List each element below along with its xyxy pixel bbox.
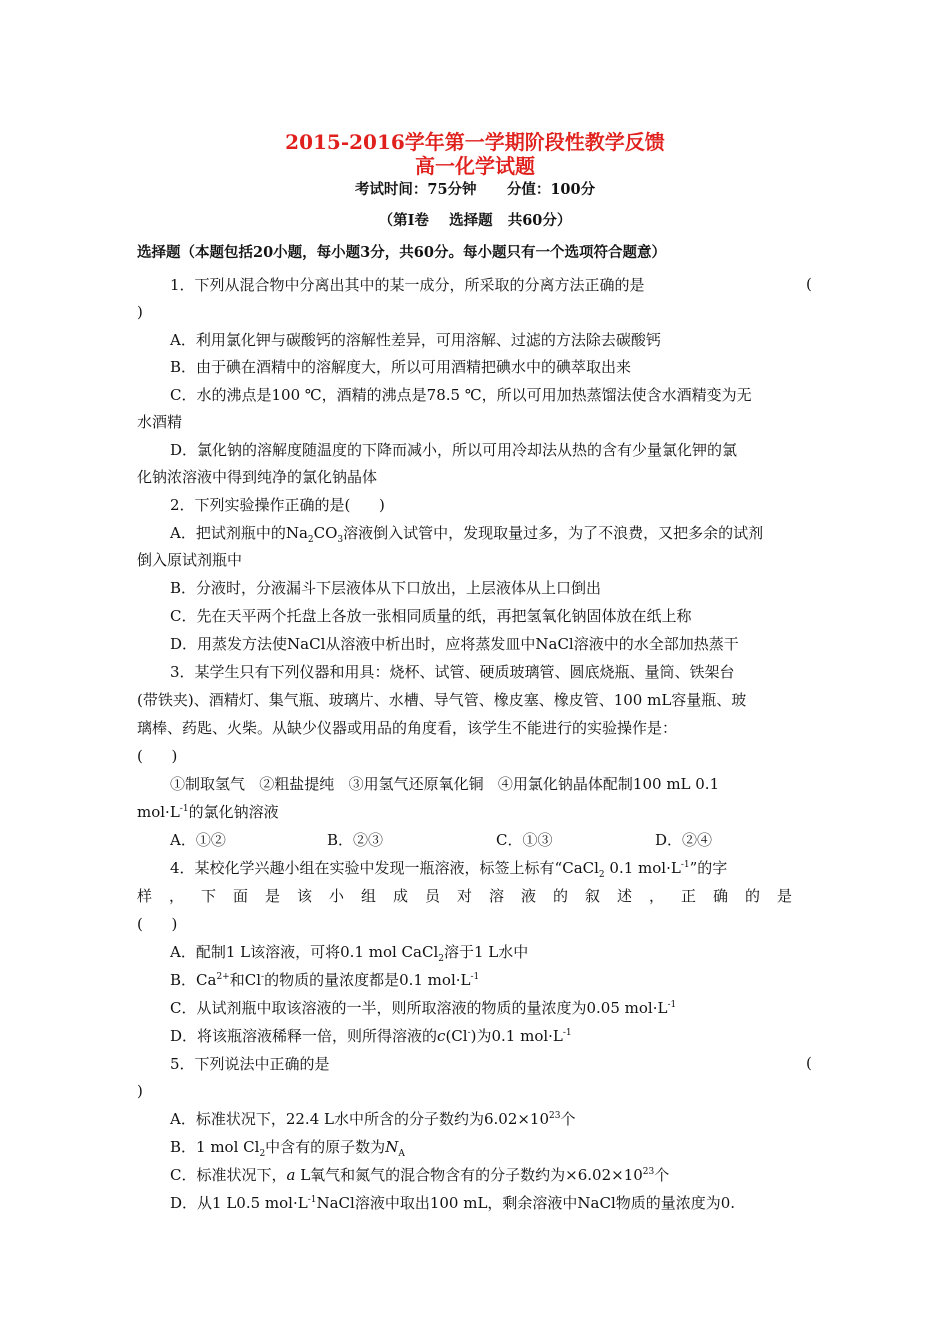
q3-stem-line3: 璃棒、药匙、火柴。从缺少仪器或用品的角度看，该学生不能进行的实验操作是： (137, 719, 678, 737)
q3-stem-line1: 3．某学生只有下列仪器和用具：烧杯、试管、硬质玻璃管、圆底烧瓶、量筒、铁架台 (170, 663, 735, 681)
exam-title-line1: 2015-2016学年第一学期阶段性教学反馈 (285, 130, 665, 154)
q3-option-c: C．①③ (496, 831, 553, 849)
q1-option-a: A．利用氯化钾与碳酸钙的溶解性差异，可用溶解、过滤的方法除去碳酸钙 (170, 331, 661, 349)
exam-info: 考试时间：75分钟 分值：100分 (354, 181, 596, 198)
q1-paren-open: ( (806, 275, 812, 293)
q2-option-b: B．分液时，分液漏斗下层液体从下口放出，上层液体从上口倒出 (170, 579, 602, 597)
q4-option-c: C．从试剂瓶中取该溶液的一半，则所取溶液的物质的量浓度为0.05 $mol\cdot L^{-1}$ (170, 999, 677, 1017)
q5-paren-open: ( (806, 1054, 812, 1072)
q2-option-a-line2: 倒入原试剂瓶中 (137, 551, 243, 569)
q4-stem-line3: ( ) (137, 915, 178, 933)
q5-option-b: B．1 mol $Cl_2$中含有的原子数为$N_A$ (170, 1138, 405, 1159)
section-heading: （第Ⅰ卷 选择题 共60分） (378, 212, 572, 229)
q1-option-d-line2: 化钠浓溶液中得到纯净的氯化钠晶体 (137, 468, 378, 486)
q3-items-line2: $mol\cdot L^{-1}$的氯化钠溶液 (137, 803, 279, 821)
q4-stem-line1: 4．某校化学兴趣小组在实验中发现一瓶溶液，标签上标有“CaCl$_2$ 0.1 $mol\cdot L^{-1}$”的字 (170, 859, 728, 880)
instructions: 选择题（本题包括20小题，每小题3分，共60分。每小题只有一个选项符合题意） (137, 244, 666, 261)
q4-stem-line2: 样，下面是该小组成员对溶液的叙述，正确的是 (137, 887, 810, 905)
q1-option-c-line1: C．水的沸点是100 ℃，酒精的沸点是78.5 ℃，所以可用加热蒸馏法使含水酒精变为无 (170, 386, 752, 404)
q5-option-d: D．从1 L0.5 $mol\cdot L^{-1}NaCl$溶液中取出100 mL，剩余溶液中NaCl物质的量浓度为0. (170, 1194, 736, 1212)
q1-paren-close: ) (137, 303, 143, 321)
exam-title-line2: 高一化学试题 (415, 154, 535, 178)
q4-option-a: A．配制1 L该溶液，可将0.1 mol CaCl$_2$溶于1 L水中 (170, 943, 529, 964)
q3-option-b: B．②③ (327, 831, 384, 849)
q3-option-a: A．①② (170, 831, 226, 849)
q3-items-line1: ①制取氢气 ②粗盐提纯 ③用氢气还原氧化铜 ④用氯化钠晶体配制100 mL 0.1 (170, 775, 720, 793)
q5-paren-close: ) (137, 1082, 143, 1100)
q2-option-d: D．用蒸发方法使NaCl从溶液中析出时，应将蒸发皿中NaCl溶液中的水全部加热蒸干 (170, 635, 739, 653)
q5-option-a: A．标准状况下，22.4 L水中所含的分子数约为$6.02\times 10^{23}$个 (170, 1110, 576, 1128)
q2-stem: 2．下列实验操作正确的是( ) (170, 496, 385, 514)
q5-option-c: C．标准状况下，a L氧气和氮气的混合物含有的分子数约为$\times 6.02\times 10^{23}$个 (170, 1166, 670, 1184)
q3-option-d: D．②④ (655, 831, 713, 849)
q1-option-d-line1: D．氯化钠的溶解度随温度的下降而减小，所以可用冷却法从热的含有少量氯化钾的氯 (170, 441, 738, 459)
q1-option-b: B．由于碘在酒精中的溶解度大，所以可用酒精把碘水中的碘萃取出来 (170, 358, 632, 376)
q2-option-a-line1: A．把试剂瓶中的$Na_2CO_3$溶液倒入试管中，发现取量过多，为了不浪费，又把多余的试剂 (170, 524, 764, 545)
q3-stem-line4: ( ) (137, 747, 178, 765)
q3-stem-line2: (带铁夹)、酒精灯、集气瓶、玻璃片、水槽、导气管、橡皮塞、橡皮管、100 mL容量瓶、玻 (137, 691, 747, 709)
q4-option-b: B．$Ca^{2+}$和Cl-的物质的量浓度都是0.1 $mol\cdot L^{-1}$ (170, 971, 480, 989)
q5-stem: 5．下列说法中正确的是 (170, 1055, 330, 1073)
q2-option-c: C．先在天平两个托盘上各放一张相同质量的纸，再把氢氧化钠固体放在纸上称 (170, 607, 692, 625)
q1-option-c-line2: 水酒精 (137, 413, 183, 431)
q4-option-d: D．将该瓶溶液稀释一倍，则所得溶液的c(Cl-)为0.1 $mol\cdot L^{-1}$ (170, 1027, 572, 1045)
q1-stem: 1．下列从混合物中分离出其中的某一成分，所采取的分离方法正确的是 (170, 276, 645, 294)
